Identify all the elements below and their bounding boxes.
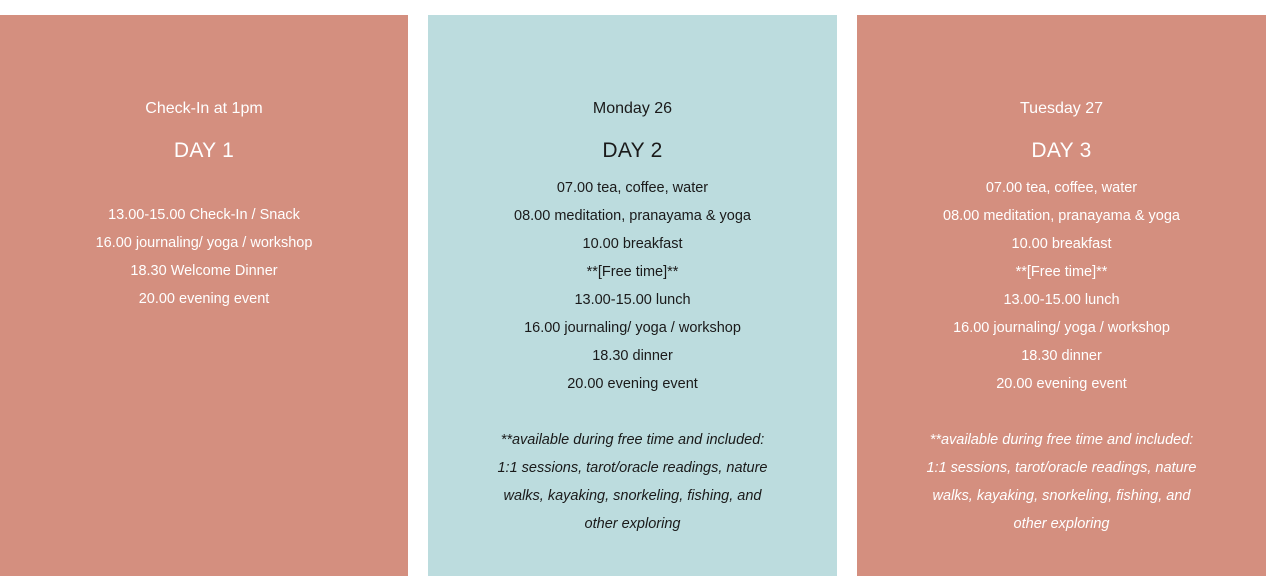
schedule-item: 13.00-15.00 lunch bbox=[1003, 292, 1120, 308]
note-line: other exploring bbox=[1013, 516, 1110, 532]
day-title: DAY 3 bbox=[1031, 139, 1092, 162]
schedule-item: 10.00 breakfast bbox=[582, 236, 683, 252]
schedule-list bbox=[857, 174, 1266, 398]
note-line: walks, kayaking, snorkeling, fishing, and bbox=[503, 488, 762, 504]
schedule-item: 10.00 breakfast bbox=[1011, 236, 1112, 252]
schedule-item: 13.00-15.00 Check-In / Snack bbox=[108, 207, 300, 223]
note-line: 1:1 sessions, tarot/oracle readings, nature bbox=[497, 460, 768, 476]
schedule-list bbox=[0, 201, 408, 313]
day-2-card bbox=[428, 15, 837, 576]
schedule-list bbox=[428, 174, 837, 398]
day-subtitle: Tuesday 27 bbox=[1019, 100, 1103, 117]
schedule-item: 16.00 journaling/ yoga / workshop bbox=[95, 235, 313, 251]
schedule-item: 07.00 tea, coffee, water bbox=[985, 180, 1138, 196]
day-subtitle: Monday 26 bbox=[592, 100, 673, 117]
schedule-item: 20.00 evening event bbox=[567, 376, 698, 392]
day-3-card bbox=[857, 15, 1266, 576]
schedule-item: 20.00 evening event bbox=[138, 291, 270, 307]
day-subtitle: Check-In at 1pm bbox=[145, 100, 263, 117]
note-line: **available during free time and included: bbox=[929, 432, 1194, 448]
note-line: other exploring bbox=[584, 516, 681, 532]
schedule-item: 16.00 journaling/ yoga / workshop bbox=[524, 320, 741, 336]
schedule-item: 18.30 Welcome Dinner bbox=[130, 263, 278, 279]
schedule-item: 18.30 dinner bbox=[592, 348, 673, 364]
schedule-item: **[Free time]** bbox=[586, 264, 679, 280]
schedule-item: 20.00 evening event bbox=[996, 376, 1127, 392]
note-line: walks, kayaking, snorkeling, fishing, and bbox=[932, 488, 1191, 504]
free-time-note bbox=[917, 426, 1207, 538]
note-line: 1:1 sessions, tarot/oracle readings, nature bbox=[926, 460, 1197, 476]
schedule-item: 08.00 meditation, pranayama & yoga bbox=[943, 208, 1180, 224]
note-line: **available during free time and included: bbox=[500, 432, 765, 448]
schedule-item: **[Free time]** bbox=[1015, 264, 1108, 280]
day-title: DAY 1 bbox=[173, 139, 235, 162]
schedule-item: 13.00-15.00 lunch bbox=[574, 292, 691, 308]
schedule-item: 18.30 dinner bbox=[1021, 348, 1102, 364]
day-title: DAY 2 bbox=[602, 139, 663, 162]
free-time-note bbox=[488, 426, 778, 538]
schedule-item: 16.00 journaling/ yoga / workshop bbox=[953, 320, 1170, 336]
schedule-item: 07.00 tea, coffee, water bbox=[556, 180, 709, 196]
schedule-item: 08.00 meditation, pranayama & yoga bbox=[514, 208, 751, 224]
day-1-card bbox=[0, 15, 408, 576]
